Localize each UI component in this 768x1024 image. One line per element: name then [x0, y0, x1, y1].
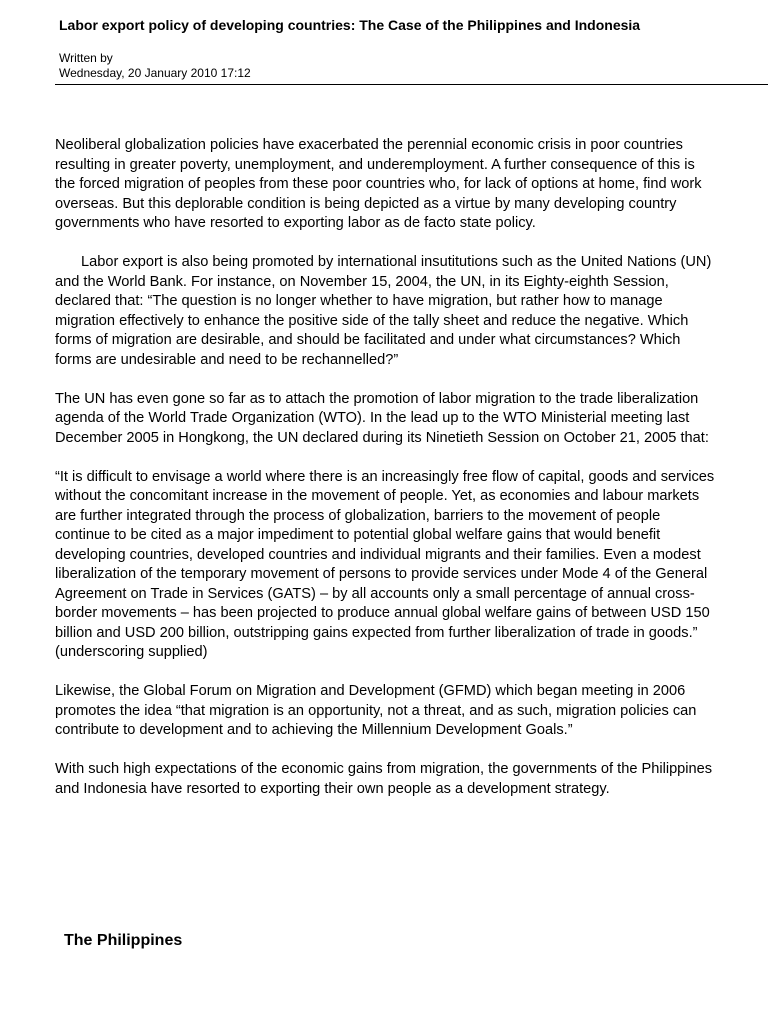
paragraph-intro: Neoliberal globalization policies have exacerbated the perennial economic crisis in poor countries resulting in greater poverty, unemployment, and underemployment. A further consequence of this is the forced migration of peoples from these poor countries who, for lack of options at home, find work overseas. But this deplorable condition is being depicted as a virtue by many developing country governments who have resorted to exporting labor as de facto state policy. [55, 137, 702, 231]
paragraph-expectations: With such high expectations of the economic gains from migration, the governments of the Philippines and Indonesia have resorted to exporting their own people as a development strategy. [55, 761, 713, 797]
author-line: Written by [59, 51, 113, 65]
article-title: Labor export policy of developing countries: The Case of the Philippines and Indonesia [59, 17, 641, 33]
paragraph-un-quote: “It is difficult to envisage a world where there is an increasingly free flow of capital, goods and services without the concomitant increase in the movement of people. Yet, as economies and labour markets are further integrated through the process of globalization, barriers to the movement of people continue to be cited as a major impediment to potential global welfare gains that would benefit developing countries, developed countries and individual migrants and their families. Even a modest liberalization of the temporary movement of persons to provide services under Mode 4 of the General Agreement on Trade in Services (GATS) – by all accounts only a small percentage of annual cross-border movements – has been projected to produce annual global welfare gains of between USD 150 billion and USD 200 billion, outstripping gains expected from further liberalization of trade in goods.” (underscoring supplied) [55, 468, 715, 660]
paragraph-wto: The UN has even gone so far as to attach the promotion of labor migration to the trade liberalization agenda of the World Trade Organization (WTO). In the lead up to the WTO Ministerial meeting last December 2005 in Hongkong, the UN declared during its Ninetieth Session on October 21, 2005 that: [55, 390, 709, 446]
article-body [55, 136, 717, 819]
publish-date: Wednesday, 20 January 2010 17:12 [59, 66, 251, 80]
section-heading-philippines: The Philippines [64, 932, 183, 949]
article-meta [59, 51, 251, 81]
paragraph-un-worldbank: Labor export is also being promoted by international insutitutions such as the United Nations (UN) and the World Bank. For instance, on November 15, 2004, the UN, in its Eighty-eighth Session, declared that: “The question is no longer whether to have migration, but rather how to manage migration effectively to enhance the positive side of the tally sheet and reduce the negative. Which forms of migration are desirable, and should be facilitated and under what circumstances? Which forms are undesirable and need to be rechannelled?” [55, 254, 712, 368]
paragraph-gfmd: Likewise, the Global Forum on Migration and Development (GFMD) which began meeting in 2006 promotes the idea “that migration is an opportunity, not a threat, and as such, migration policies can contribute to development and to achieving the Millennium Development Goals.” [55, 683, 697, 738]
header-divider [55, 84, 768, 85]
